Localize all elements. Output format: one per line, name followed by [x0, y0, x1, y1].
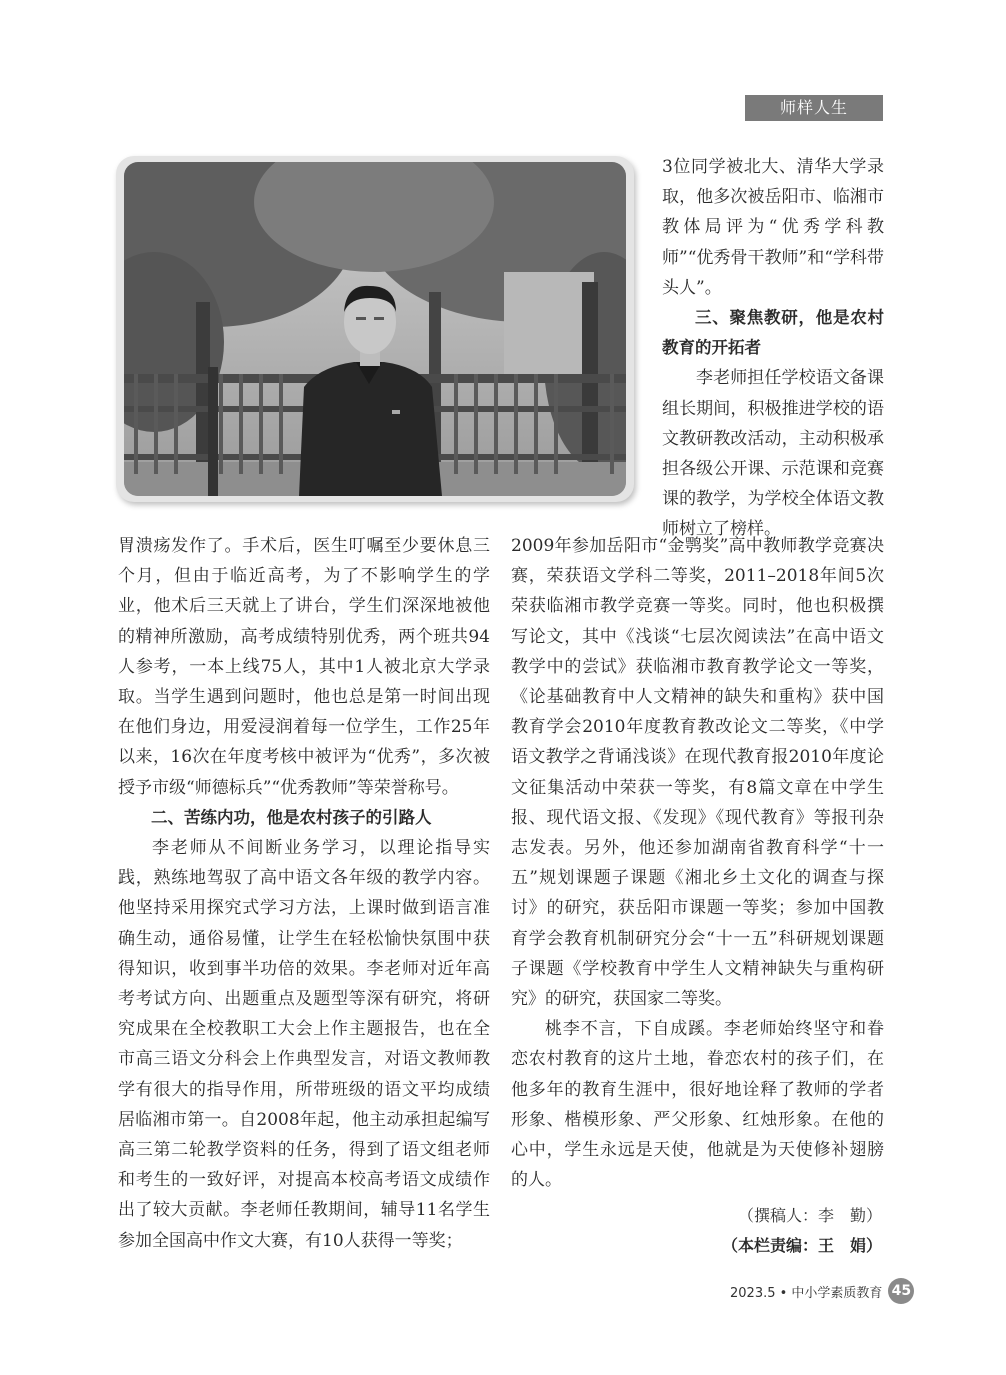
section-heading-3: 三、聚焦教研，他是农村教育的开拓者 [662, 308, 884, 358]
page-number: 45 [888, 1278, 914, 1304]
paragraph: 李老师担任学校语文备课组长期间，积极推进学校的语文教研教改活动，主动积极承担各级公开课、示范课和竞赛课的教学，为学校全体语文教师树立了榜样。 [662, 368, 884, 540]
left-column [118, 531, 490, 1256]
paragraph: 胃溃疡发作了。手术后，医生叮嘱至少要休息三个月，但由于临近高考，为了不影响学生的学业，他术后三天就上了讲台，学生们深深地被他的精神所激励，高考成绩特别优秀，两个班共94人参考，一本上线75人，其中1人被北京大学录取。当学生遇到问题时，他也总是第一时间出现在他们身边，用爱浸润着每一位学生，工作25年以来，16次在年度考核中被评为“优秀”，多次被授予市级“师德标兵”“优秀教师”等荣誉称号。 [118, 536, 490, 798]
page-footer [730, 1278, 914, 1304]
section-tag: 师样人生 [745, 95, 883, 121]
paragraph: 桃李不言，下自成蹊。李老师始终坚守和眷恋农村教育的这片土地，眷恋农村的孩子们，在他多年的教育生涯中，很好地诠释了教师的学者形象、楷模形象、严父形象、红烛形象。在他的心中，学生永远是天使，他就是为天使修补翅膀的人。 [511, 1019, 884, 1191]
paragraph: 3位同学被北大、清华大学录取，他多次被岳阳市、临湘市教体局评为“优秀学科教师”“优秀骨干教师”和“学科带头人”。 [662, 157, 884, 298]
paragraph: 李老师从不间断业务学习，以理论指导实践，熟练地驾驭了高中语文各年级的教学内容。他坚持采用探究式学习方法，上课时做到语言准确生动，通俗易懂，让学生在轻松愉快氛围中获得知识，收到事半功倍的效果。李老师对近年高考考试方向、出题重点及题型等深有研究，将研究成果在全校教职工大会上作主题报告，也在全市高三语文分科会上作典型发言，对语文教师教学有很大的指导作用，所带班级的语文平均成绩居临湘市第一。自2008年起，他主动承担起编写高三第二轮教学资料的任务，得到了语文组老师和考生的一致好评，对提高本校高考语文成绩作出了较大贡献。李老师任教期间，辅导11名学生参加全国高中作文大赛，有10人获得一等奖； [118, 838, 490, 1251]
paragraph: 2009年参加岳阳市“金鹗奖”高中教师教学竞赛决赛，荣获语文学科二等奖，2011–2018年间5次荣获临湘市教学竞赛一等奖。同时，他也积极撰写论文，其中《浅谈“七层次阅读法”在高中语文教学中的尝试》获临湘市教育教学论文一等奖，《论基础教育中人文精神的缺失和重构》获中国教育学会2010年度教育教改论文二等奖，《中学语文教学之背诵浅谈》在现代教育报2010年度论文征集活动中荣获一等奖，有8篇文章在中学生报、现代语文报、《发现》《现代教育》等报刊杂志发表。另外，他还参加湖南省教育科学“十一五”规划课题子课题《湘北乡土文化的调查与探讨》的研究，获岳阳市课题一等奖；参加中国教育学会教育机制研究分会“十一五”科研规划课题子课题《学校教育中学生人文精神缺失与重构研究》的研究，获国家二等奖。 [511, 536, 884, 1010]
article-photo [116, 156, 634, 502]
right-column [511, 531, 884, 1195]
teacher-photo-image [124, 162, 626, 496]
editor-credit: （本栏责编：王 娟） [721, 1236, 882, 1255]
issue-label: 2023.5 • 中小学素质教育 [730, 1285, 883, 1301]
author-credit: （撰稿人：李 勤） [737, 1206, 882, 1225]
right-top-column [662, 152, 884, 545]
section-heading-2: 二、苦练内功，他是农村孩子的引路人 [151, 807, 432, 827]
